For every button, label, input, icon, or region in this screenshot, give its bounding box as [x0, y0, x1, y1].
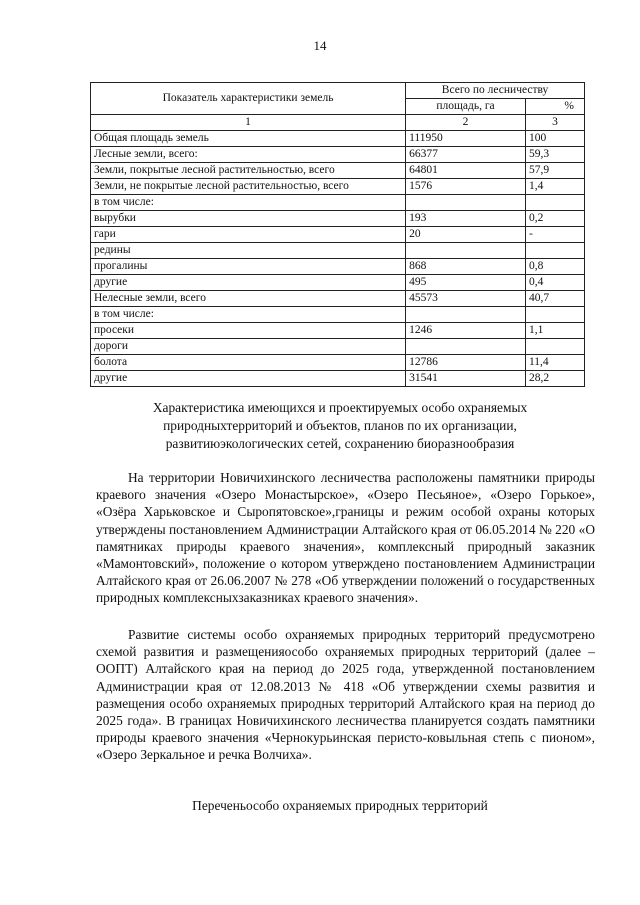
row-percent: 0,2: [525, 211, 584, 227]
row-label: другие: [91, 275, 406, 291]
row-percent: 0,4: [525, 275, 584, 291]
section-heading-list: Переченьособо охраняемых природных территорий: [192, 798, 488, 813]
table-header-row: [91, 83, 585, 99]
row-label: дороги: [91, 339, 406, 355]
row-area: 868: [406, 259, 526, 275]
row-label: вырубки: [91, 211, 406, 227]
row-percent: 11,4: [525, 355, 584, 371]
table-row: [91, 275, 585, 291]
table-row: [91, 355, 585, 371]
table-row: [91, 291, 585, 307]
row-percent: 59,3: [525, 147, 584, 163]
col-number: 2: [406, 115, 526, 131]
row-label: просеки: [91, 323, 406, 339]
header-percent: %: [525, 99, 584, 115]
row-area: 31541: [406, 371, 526, 387]
row-label: в том числе:: [91, 195, 406, 211]
row-label: другие: [91, 371, 406, 387]
table-row: [91, 371, 585, 387]
header-indicator: Показатель характеристики земель: [91, 83, 406, 115]
table-column-numbers-row: [91, 115, 585, 131]
row-area: 20: [406, 227, 526, 243]
row-area: 495: [406, 275, 526, 291]
row-label: прогалины: [91, 259, 406, 275]
row-percent: [525, 339, 584, 355]
row-label: Земли, не покрытые лесной растительностью, всего: [91, 179, 406, 195]
row-percent: [525, 307, 584, 323]
heading-line: Характеристика имеющихся и проектируемых особо охраняемых: [152, 400, 528, 415]
row-label: Общая площадь земель: [91, 131, 406, 147]
row-area: 1576: [406, 179, 526, 195]
table-row: [91, 179, 585, 195]
table-row: [91, 227, 585, 243]
row-area: [406, 243, 526, 259]
paragraph-existing-monuments: На территории Новичихинского лесничества расположены памятники природы краевого значения «Озеро Монастырское», «Озеро Песьяное», «Озеро Горькое», «Озёра Харьковское и Сыропятовское»,границы и режим особой охраны которых утверждены постановлением Администрации Алтайского края от 06.05.2014 № 220 «О памятниках природы краевого значения», комплексный природный заказник «Мамонтовский», положение о котором утверждено постановлением Администрации Алтайского края от 26.06.2007 № 278 «Об утверждении положений о государственных природных комплексныхзаказниках краевого значения».: [96, 470, 595, 606]
page-number: 14: [313, 38, 327, 53]
header-area: площадь, га: [406, 99, 526, 115]
col-number: 3: [525, 115, 584, 131]
land-characteristics-table: [90, 82, 585, 387]
row-area: [406, 339, 526, 355]
row-area: [406, 195, 526, 211]
table-row: [91, 195, 585, 211]
table-row: [91, 339, 585, 355]
header-forestry-total: Всего по лесничеству: [406, 83, 585, 99]
heading-line: развитиюэкологических сетей, сохранению биоразнообразия: [165, 436, 515, 451]
row-percent: 1,1: [525, 323, 584, 339]
row-label: Земли, покрытые лесной растительностью, всего: [91, 163, 406, 179]
row-area: 111950: [406, 131, 526, 147]
table-row: [91, 131, 585, 147]
row-percent: 100: [525, 131, 584, 147]
paragraph-development-plan: Развитие системы особо охраняемых природных территорий предусмотрено схемой развития и размещенияособо охраняемых природных территорий (далее – ООПТ) Алтайского края на период до 2025 года, утвержденной постановлением Администрации края от 12.08.2013 № 418 «Об утверждении схемы развития и размещения особо охраняемых природных территорий Алтайского края на период до 2025 года». В границах Новичихинского лесничества планируется создать памятники природы краевого значения «Чернокурьинская перисто-ковыльная степь с пионом», «Озеро Зеркальное и речка Волчиха».: [96, 627, 595, 763]
row-area: 193: [406, 211, 526, 227]
row-area: [406, 307, 526, 323]
row-percent: -: [525, 227, 584, 243]
row-label: Лесные земли, всего:: [91, 147, 406, 163]
row-area: 45573: [406, 291, 526, 307]
row-label: Нелесные земли, всего: [91, 291, 406, 307]
table-row: [91, 323, 585, 339]
col-number: 1: [91, 115, 406, 131]
row-percent: [525, 243, 584, 259]
row-percent: 28,2: [525, 371, 584, 387]
row-area: 66377: [406, 147, 526, 163]
row-percent: 1,4: [525, 179, 584, 195]
row-area: 1246: [406, 323, 526, 339]
row-area: 64801: [406, 163, 526, 179]
row-area: 12786: [406, 355, 526, 371]
row-percent: 57,9: [525, 163, 584, 179]
section-heading-protected-areas: [100, 399, 580, 453]
row-percent: 0,8: [525, 259, 584, 275]
table-row: [91, 243, 585, 259]
table-row: [91, 259, 585, 275]
row-label: в том числе:: [91, 307, 406, 323]
table-row: [91, 163, 585, 179]
row-percent: 40,7: [525, 291, 584, 307]
row-label: гари: [91, 227, 406, 243]
row-label: редины: [91, 243, 406, 259]
table-row: [91, 307, 585, 323]
heading-line: природныхтерриторий и объектов, планов по их организации,: [163, 418, 517, 433]
row-label: болота: [91, 355, 406, 371]
row-percent: [525, 195, 584, 211]
table-row: [91, 211, 585, 227]
table-row: [91, 147, 585, 163]
